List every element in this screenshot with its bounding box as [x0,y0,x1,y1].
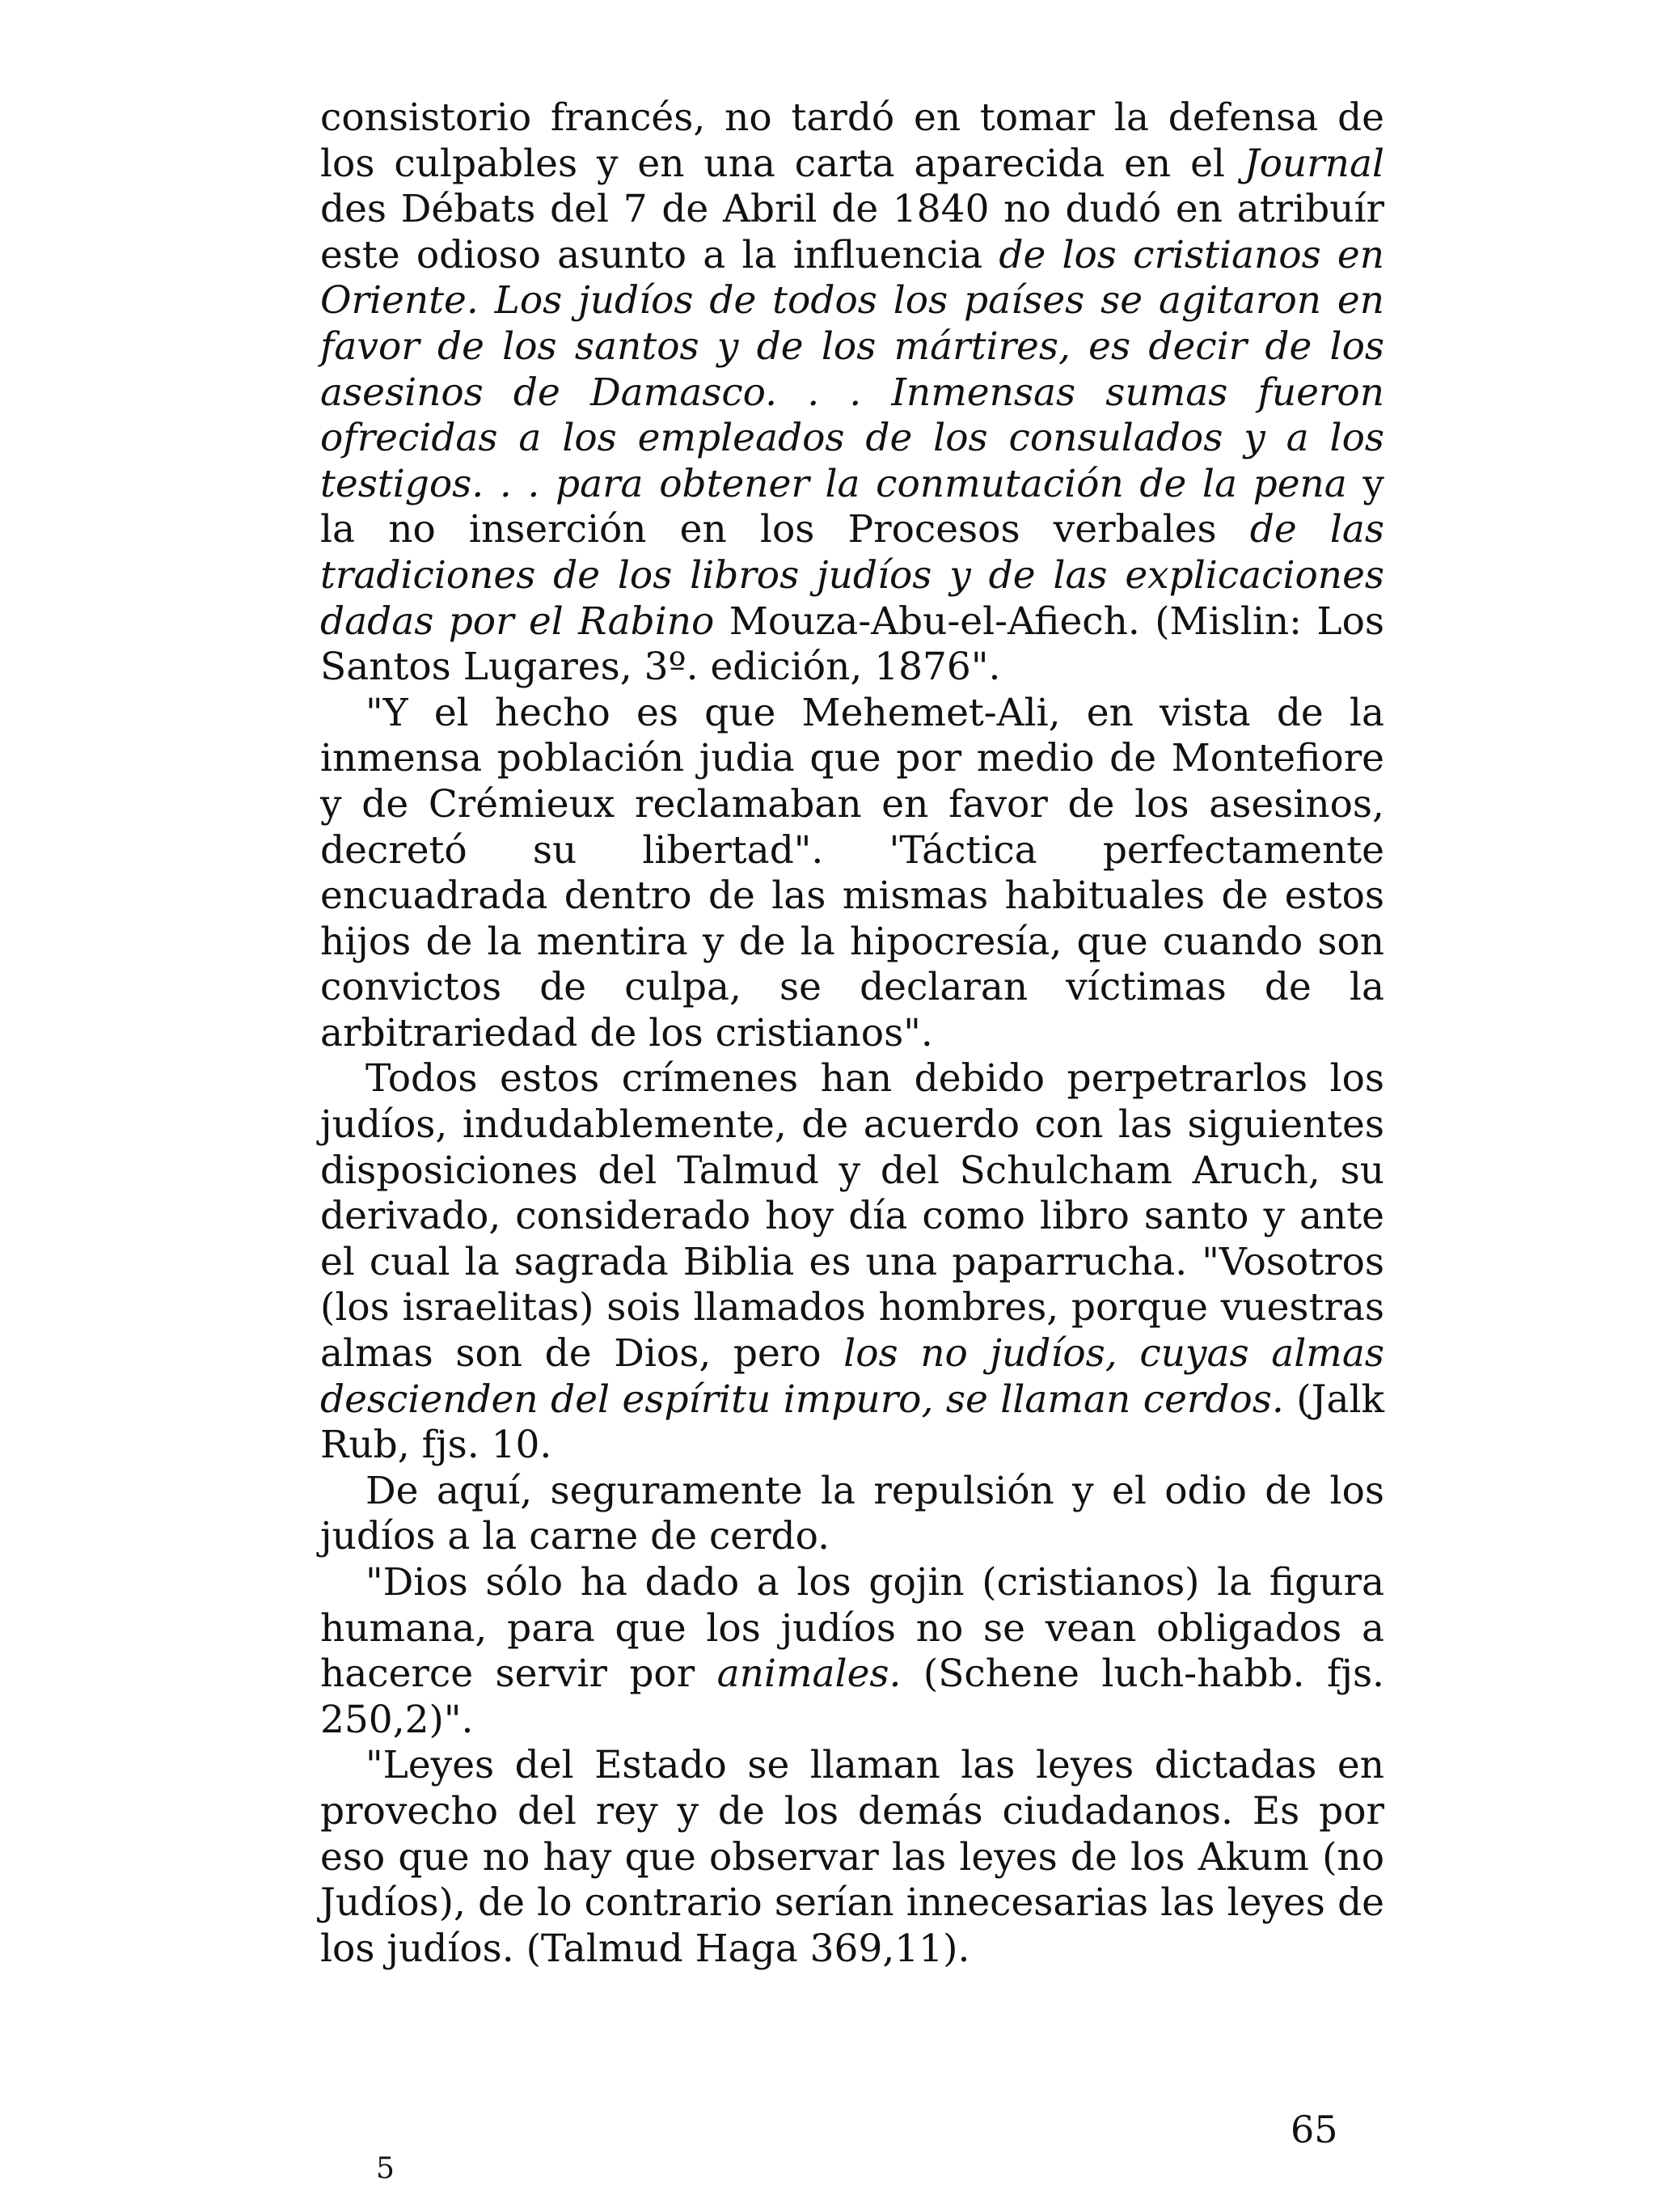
text-run: "Y el hecho es que Mehemet-Ali, en vista de la inmensa población judia que por medio de Montefiore y de Crémieux reclamaban en favor de los asesinos, decretó su libertad". 'Táctica perfectamente encuadrada dentro de las mismas habituales de estos hijos de la mentira y de la hipocresía, que cuando son convictos de culpa, se declaran víctimas de la arbitrariedad de los cristianos". [320,690,1384,1055]
text-run: consistorio francés, no tardó en tomar la defensa de los culpables y en una carta aparecida en el [320,95,1384,186]
paragraph [320,1560,1384,1743]
text-run: des Débats del 7 de Abril de 1840 no dudó en atribuír este odioso asunto a la influencia [320,187,1384,277]
text-run: Todos estos crímenes han debido perpetrarlos los judíos, indudablemente, de acuerdo con las siguientes disposiciones del Talmud y del Schulcham Aruch, su derivado, considerado hoy día como libro santo y ante el cual la sagrada Biblia es una paparrucha. "Vosotros (los israelitas) sois llamados hombres, porque vuestras almas son de Dios, pero [320,1056,1384,1377]
text-run: (Schene luch-habb. fjs. 250,2)". [320,1652,1384,1742]
paragraph [320,1743,1384,1972]
text-run: "Leyes del Estado se llaman las leyes dictadas en provecho del rey y de los demás ciudadanos. Es por eso que no hay que observar las leyes de los Akum (no Judíos), de lo contrario serían innecesarias las leyes de los judíos. (Talmud Haga 369,11). [320,1743,1384,1971]
page-number: 65 [1291,2108,1338,2151]
italic-text: de los cristianos en Oriente. Los judíos de todos los países se agitaron en favor de los santos y de los mártires, es decir de los asesinos de Damasco. . . Inmensas sumas fueron ofrecidas a los empleados de los consulados y a los testigos. . . para obtener la conmutación de la pena [320,232,1384,506]
italic-text: animales. [716,1652,902,1697]
paragraph [320,1469,1384,1560]
paragraph [320,95,1384,691]
italic-text: los no judíos, cuyas almas descienden del espíritu impuro, se llaman cerdos. [320,1331,1384,1422]
body-text [320,95,1384,1972]
italic-text: Journal [1244,141,1384,186]
paragraph [320,691,1384,1057]
text-run: "Dios sólo ha dado a los gojin (cristianos) la figura humana, para que los judíos no se vean obligados a hacerce servir por [320,1560,1384,1697]
text-run: De aquí, seguramente la repulsión y el odio de los judíos a la carne de cerdo. [320,1468,1384,1559]
italic-text: de las tradiciones de los libros judíos y de las explicaciones dadas por el Rabino [320,507,1385,644]
text-run: y la no inserción en los Procesos verbales [320,461,1384,552]
paragraph [320,1056,1384,1468]
text-run: Mouza-Abu-el-Afiech. (Mislin: Los Santos Lugares, 3º. edición, 1876". [320,598,1384,690]
signature-mark: 5 [376,2152,395,2185]
text-run: (Jalk Rub, fjs. 10. [320,1377,1384,1468]
